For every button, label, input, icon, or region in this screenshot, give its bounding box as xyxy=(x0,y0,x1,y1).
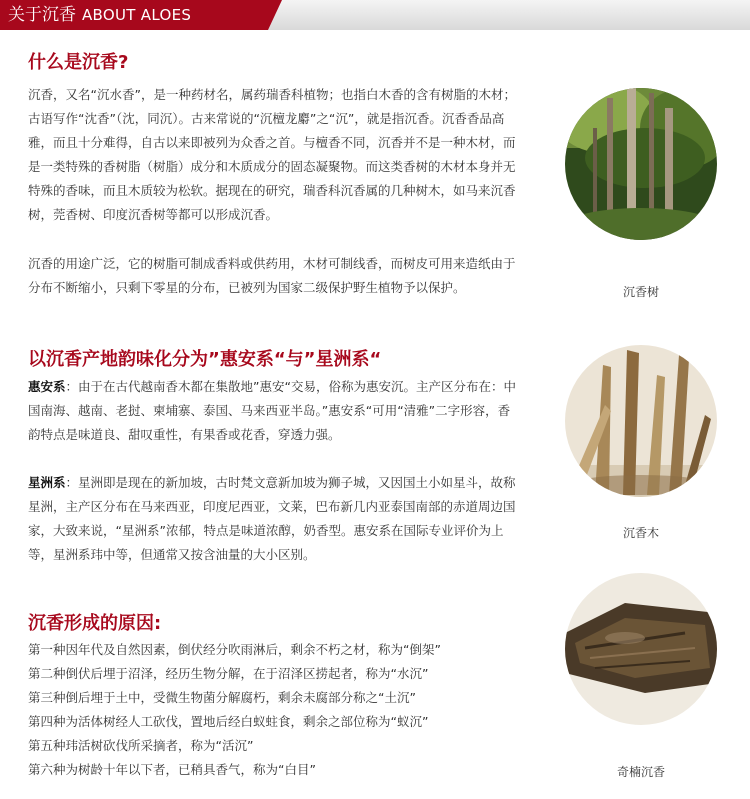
header-title xyxy=(8,5,191,25)
kynam-image xyxy=(565,573,717,725)
xingzhou-term: 星洲系 xyxy=(28,475,66,490)
section1-paragraph-1: 沉香，又名“沉水香”，是一种药材名，属药瑞香科植物；也指白木香的含有树脂的木材；古语写作“沈香”（沈，同沉）。古来常说的“沉檀龙麝”之“沉”，就是指沉香。沉香香品高雅，而且十分难得，自古以来即被列为众香之首。与檀香不同，沉香并不是一种木材，而是一类特殊的香树脂（树脂）成分和木质成分的固态凝聚物。而这类香树的木材本身并无特殊的香味，而且木质较为松软。据现在的研究，瑞香科沉香属的几种树木，如马来沉香树，莞香树、印度沉香树等都可以形成沉香。 xyxy=(28,87,516,222)
formation-line-1: 第一种因年代及自然因素，倒伏经分吹雨淋后，剩余不朽之材，称为“倒架” xyxy=(28,642,441,657)
formation-line-4: 第四种为活体树经人工砍伐，置地后经白蚁蛀食，剩余之部位称为“蚁沉” xyxy=(28,714,429,729)
aloes-tree-image xyxy=(565,88,717,240)
header-title-text: 关于沉香 xyxy=(8,5,76,25)
section-formation-title: 沉香形成的原因: xyxy=(28,613,162,634)
section-classification-title: 以沉香产地韵味化分为”惠安系“与”星洲系“ xyxy=(28,349,382,370)
section1-paragraph-2: 沉香的用途广泛，它的树脂可制成香料或供药用，木材可制线香，而树皮可用来造纸由于分布不断缩小，只剩下零星的分布，已被列为国家二级保护野生植物予以保护。 xyxy=(28,256,516,295)
kynam-photo xyxy=(565,573,717,725)
formation-line-2: 第二种倒伏后埋于沼泽，经历生物分解，在于沼泽区捞起者，称为“水沉” xyxy=(28,666,429,681)
huian-paragraph xyxy=(28,375,518,447)
header-tab xyxy=(0,0,268,30)
aloes-wood-photo xyxy=(565,345,717,497)
header-subtitle: ABOUT ALOES xyxy=(82,6,192,24)
aloes-wood-caption: 沉香木 xyxy=(622,526,659,540)
xingzhou-paragraph xyxy=(28,471,518,567)
xingzhou-text: ：星洲即是现在的新加坡，古时梵文意新加坡为狮子城，又因国土小如星斗，故称星洲，主产区分布在马来西亚，印度尼西亚，文莱，巴布新几内亚泰国南部的赤道周边国家，大致来说，“星洲系”浓郁，特点是味道浓醇，奶香型。惠安系在国际专业评价为上等，星洲系玮中等，但通常又按含油量的大小区别。 xyxy=(28,475,516,562)
huian-term: 惠安系 xyxy=(28,379,66,394)
aloes-tree-photo xyxy=(565,88,717,240)
header-bar xyxy=(0,0,750,30)
aloes-tree-caption: 沉香树 xyxy=(622,285,659,299)
formation-line-5: 第五种玮活树砍伐所采摘者，称为“活沉” xyxy=(28,738,254,753)
section-what-is-aloes-title: 什么是沉香? xyxy=(28,52,129,73)
kynam-caption: 奇楠沉香 xyxy=(616,765,665,779)
huian-text: ：由于在古代越南香木都在集散地”惠安“交易，俗称为惠安沉。主产区分布在：中国南海、越南、老挝、柬埔寨、泰国、马来西亚半岛。”惠安系“可用“清雅”二字形容，香韵特点是味道良、甜叹重性，有果香或花香，穿透力强。 xyxy=(28,379,516,442)
formation-line-6: 第六种为树龄十年以下者，已稍具香气，称为“白目” xyxy=(28,762,316,777)
formation-line-3: 第三种倒后埋于土中，受微生物菌分解腐朽，剩余未腐部分称之“土沉” xyxy=(28,690,416,705)
aloes-wood-image xyxy=(565,345,717,497)
